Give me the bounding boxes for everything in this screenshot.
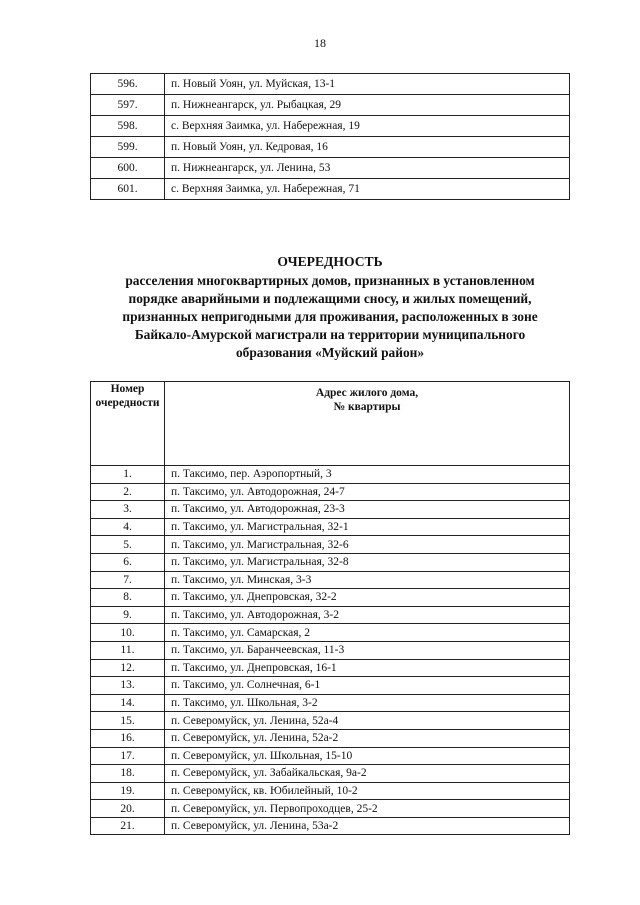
row-number: 9. [91,606,165,624]
row-number: 16. [91,729,165,747]
table-row [91,729,570,747]
row-number: 12. [91,659,165,677]
row-number: 598. [91,116,165,137]
header-address [165,382,570,466]
row-number: 10. [91,624,165,642]
row-address: п. Северомуйск, ул. Первопроходцев, 25-2 [165,800,570,818]
table-row [91,95,570,116]
row-number: 19. [91,782,165,800]
row-number: 2. [91,483,165,501]
continued-address-table [90,73,570,200]
row-number: 8. [91,589,165,607]
row-address: п. Северомуйск, ул. Ленина, 52а-4 [165,712,570,730]
row-number: 13. [91,677,165,695]
row-address: п. Северомуйск, ул. Забайкальская, 9а-2 [165,765,570,783]
table-row [91,158,570,179]
table-row [91,74,570,95]
table-row [91,747,570,765]
header-address-line: Адрес жилого дома, [315,387,419,399]
header-queue-number [91,382,165,466]
table-row [91,624,570,642]
document-heading [60,253,600,362]
row-number: 6. [91,553,165,571]
table-row [91,466,570,484]
row-address: п. Северомуйск, ул. Школьная, 15-10 [165,747,570,765]
row-number: 597. [91,95,165,116]
heading-title: ОЧЕРЕДНОСТЬ [277,254,383,269]
table-row [91,800,570,818]
row-number: 15. [91,712,165,730]
row-number: 1. [91,466,165,484]
row-address: п. Таксимо, ул. Автодорожная, 3-2 [165,606,570,624]
row-number: 600. [91,158,165,179]
row-address: п. Таксимо, ул. Автодорожная, 23-3 [165,501,570,519]
row-address: п. Таксимо, ул. Самарская, 2 [165,624,570,642]
queue-table-header-row [91,382,570,466]
table-row [91,817,570,835]
header-queue-number-line: Номер [110,383,145,395]
row-address: п. Таксимо, ул. Днепровская, 16-1 [165,659,570,677]
queue-table [90,381,570,835]
table-row [91,765,570,783]
row-number: 7. [91,571,165,589]
row-address: п. Таксимо, пер. Аэропортный, 3 [165,466,570,484]
heading-line: расселения многоквартирных домов, признанных в установленном [125,273,535,288]
heading-line: признанных непригодными для проживания, расположенных в зоне [122,309,538,324]
table-row [91,116,570,137]
table-row [91,137,570,158]
table-row [91,677,570,695]
row-number: 601. [91,179,165,200]
row-address: п. Таксимо, ул. Школьная, 3-2 [165,694,570,712]
row-number: 14. [91,694,165,712]
row-address: п. Новый Уоян, ул. Муйская, 13-1 [165,74,570,95]
row-address: п. Нижнеангарск, ул. Ленина, 53 [165,158,570,179]
row-address: п. Таксимо, ул. Днепровская, 32-2 [165,589,570,607]
page-number: 18 [314,36,326,50]
table-row [91,553,570,571]
header-queue-number-line: очередности [95,397,160,409]
row-address: с. Верхняя Заимка, ул. Набережная, 71 [165,179,570,200]
row-number: 5. [91,536,165,554]
table-row [91,571,570,589]
row-address: п. Таксимо, ул. Солнечная, 6-1 [165,677,570,695]
table-row [91,641,570,659]
row-address: с. Верхняя Заимка, ул. Набережная, 19 [165,116,570,137]
row-address: п. Таксимо, ул. Баранчеевская, 11-3 [165,641,570,659]
table-row [91,606,570,624]
table-row [91,536,570,554]
table-row [91,483,570,501]
row-number: 20. [91,800,165,818]
row-number: 17. [91,747,165,765]
table-row [91,694,570,712]
table-row [91,712,570,730]
row-address: п. Таксимо, ул. Магистральная, 32-8 [165,553,570,571]
header-address-line: № квартиры [333,401,401,413]
heading-line: Байкало-Амурской магистрали на территории муниципального [134,327,526,342]
heading-line: образования «Муйский район» [235,345,425,360]
row-number: 3. [91,501,165,519]
table-row [91,782,570,800]
row-address: п. Северомуйск, ул. Ленина, 52а-2 [165,729,570,747]
row-address: п. Новый Уоян, ул. Кедровая, 16 [165,137,570,158]
table-row [91,501,570,519]
row-number: 11. [91,641,165,659]
table-row [91,518,570,536]
row-address: п. Нижнеангарск, ул. Рыбацкая, 29 [165,95,570,116]
row-number: 21. [91,817,165,835]
row-address: п. Таксимо, ул. Минская, 3-3 [165,571,570,589]
row-number: 596. [91,74,165,95]
row-number: 599. [91,137,165,158]
row-address: п. Северомуйск, ул. Ленина, 53а-2 [165,817,570,835]
table-row [91,179,570,200]
table-row [91,589,570,607]
heading-line: порядке аварийными и подлежащими сносу, и жилых помещений, [128,291,532,306]
row-address: п. Таксимо, ул. Магистральная, 32-1 [165,518,570,536]
table-row [91,659,570,677]
row-number: 4. [91,518,165,536]
row-address: п. Северомуйск, кв. Юбилейный, 10-2 [165,782,570,800]
row-number: 18. [91,765,165,783]
row-address: п. Таксимо, ул. Магистральная, 32-6 [165,536,570,554]
row-address: п. Таксимо, ул. Автодорожная, 24-7 [165,483,570,501]
